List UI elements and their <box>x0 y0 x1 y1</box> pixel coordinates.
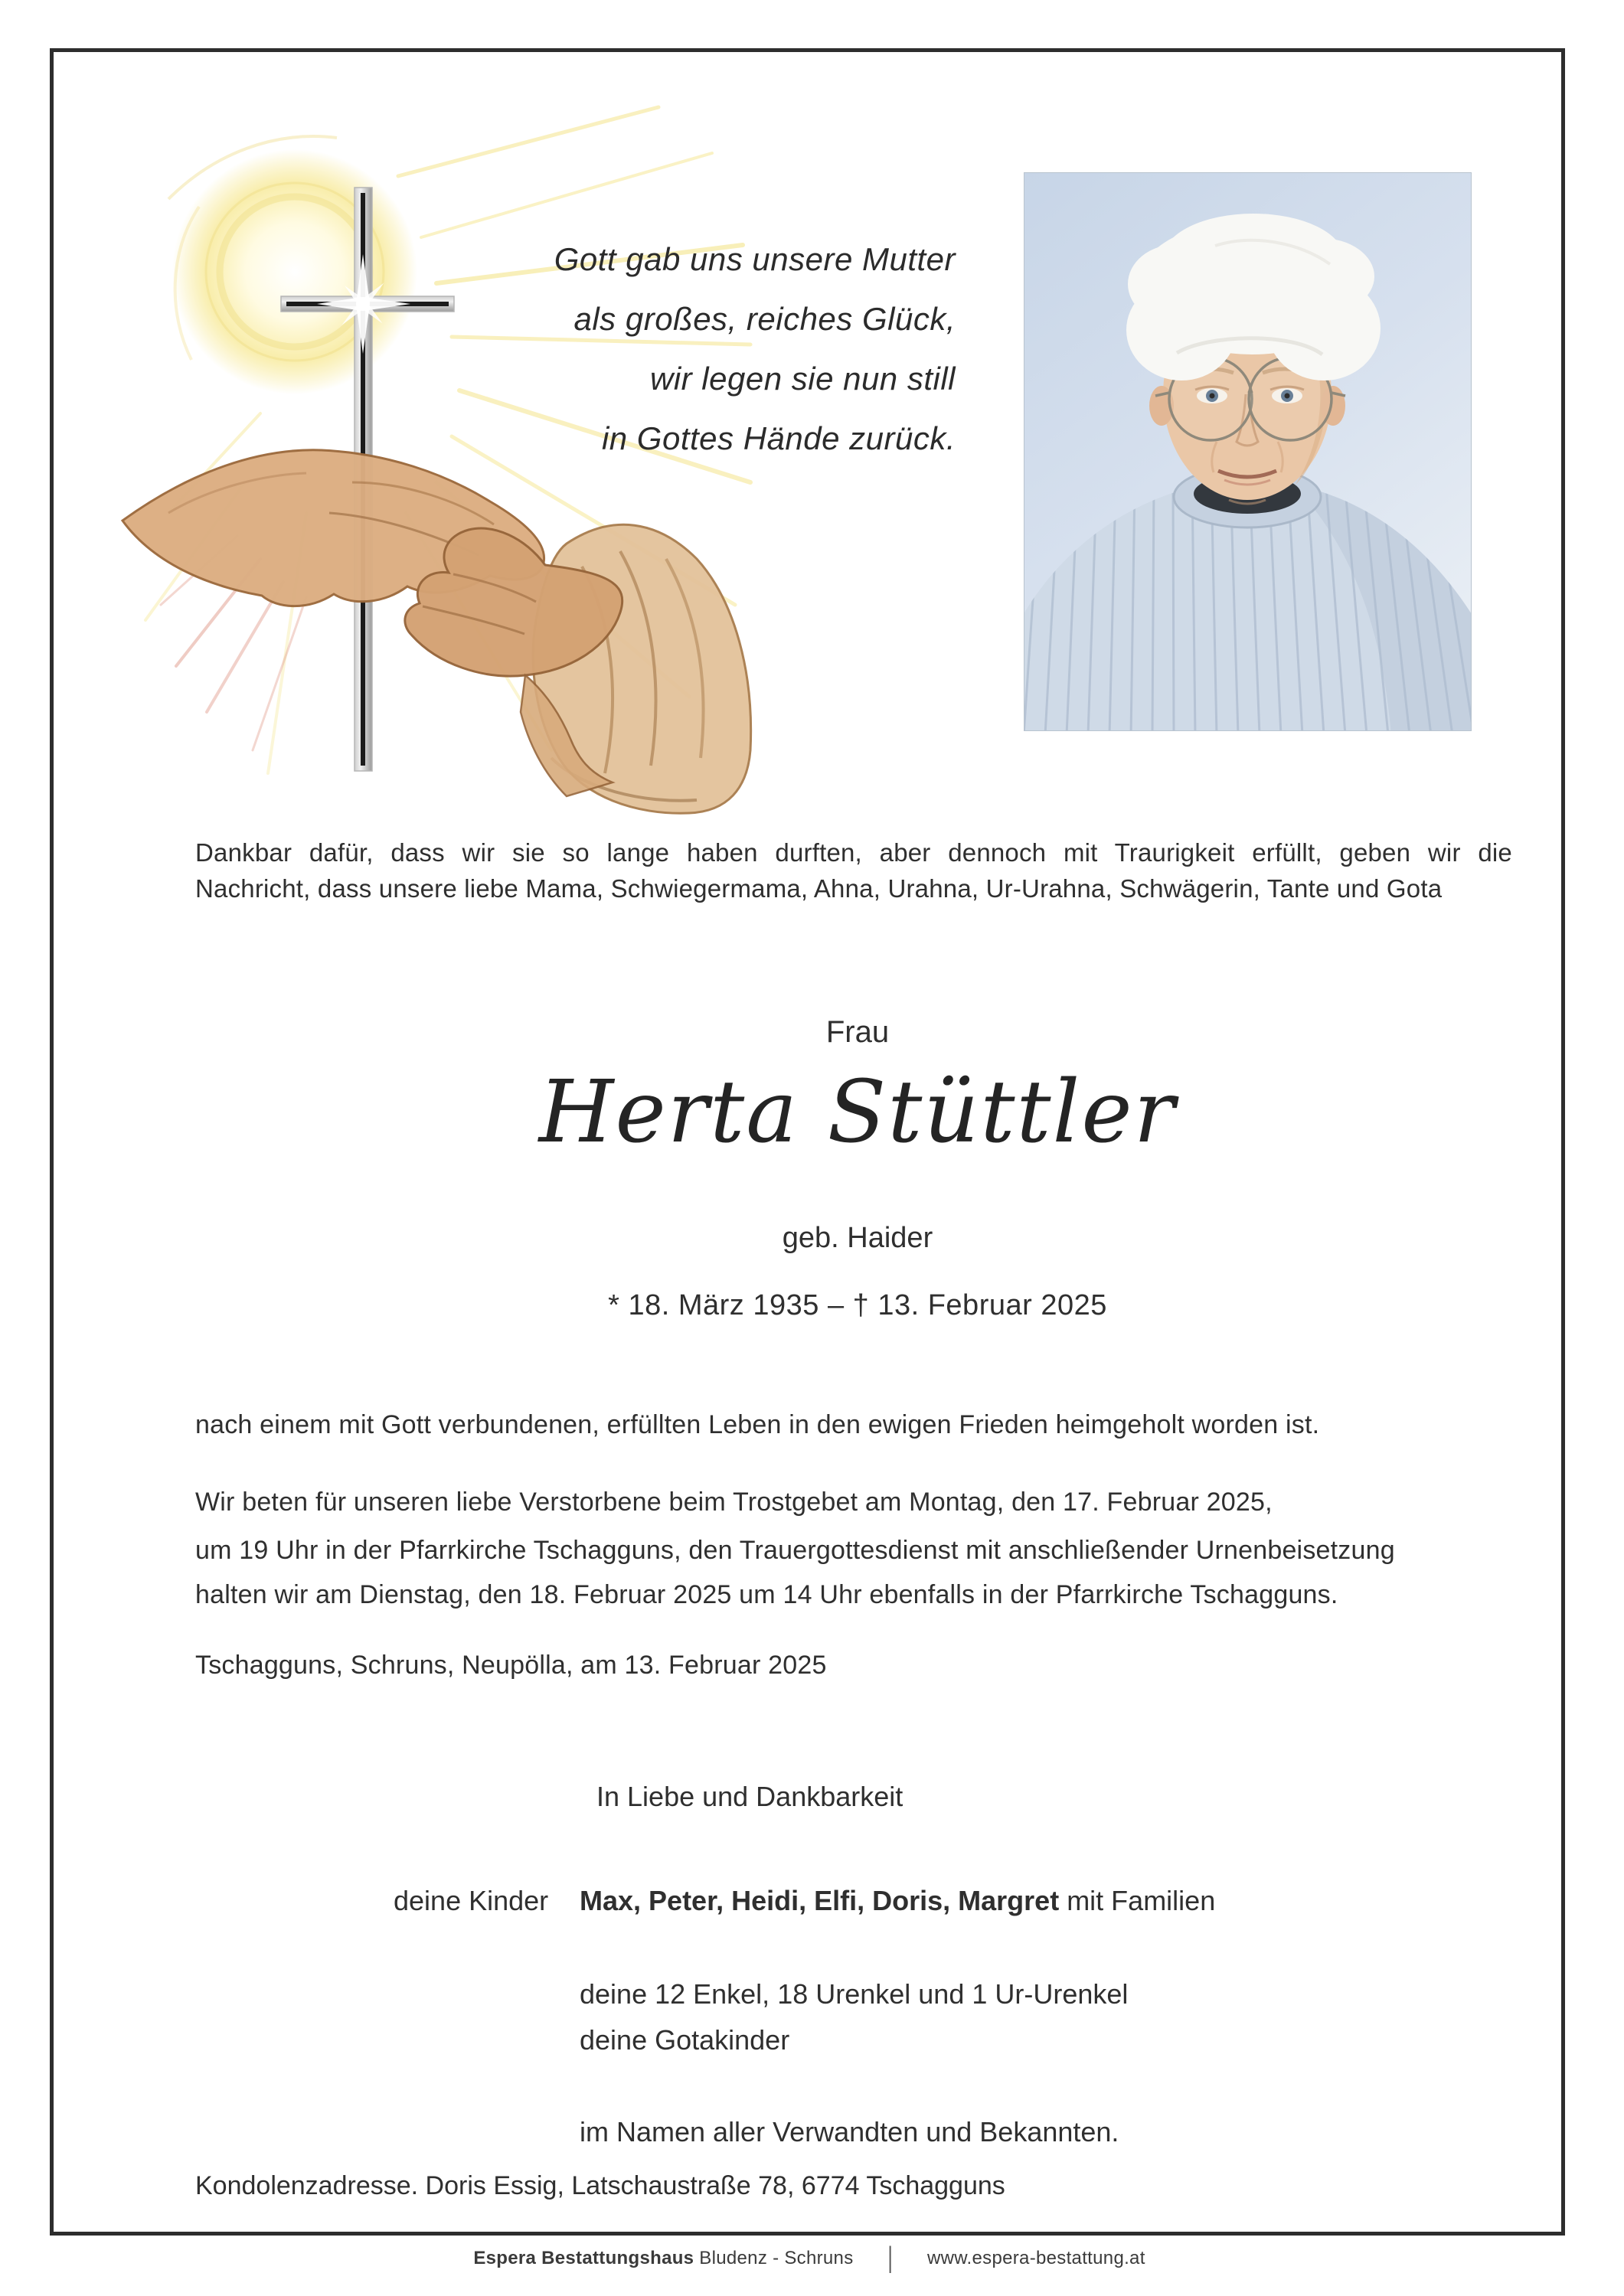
poem-line: wir legen sie nun still <box>649 361 956 397</box>
condolence-address: Kondolenzadresse. Doris Essig, Latschaustraße 78, 6774 Tschagguns <box>195 2171 1005 2200</box>
closing-phrase: In Liebe und Dankbarkeit <box>596 1781 903 1812</box>
family-children-line <box>580 1885 1215 1917</box>
poem-line: als großes, reiches Glück, <box>573 301 956 337</box>
family-label: deine Kinder <box>394 1885 549 1916</box>
clasped-hands <box>123 450 751 813</box>
service-line-2: um 19 Uhr in der Pfarrkirche Tschagguns, den Trauergottesdienst mit anschließender Urnenbeisetzung <box>195 1536 1395 1565</box>
family-in-name-of: im Namen aller Verwandten und Bekannten. <box>580 2116 1119 2147</box>
children-names: Max, Peter, Heidi, Elfi, Doris, Margret <box>580 1885 1060 1916</box>
passing-text: nach einem mit Gott verbundenen, erfüllten Leben in den ewigen Frieden heimgeholt worden ist. <box>195 1410 1320 1439</box>
funeral-home-footer <box>50 2241 1569 2275</box>
funeral-home-location: Bludenz - Schruns <box>699 2248 854 2268</box>
dateline: Tschagguns, Schruns, Neupölla, am 13. Februar 2025 <box>195 1651 827 1680</box>
service-line-1: Wir beten für unseren liebe Verstorbene beim Trostgebet am Montag, den 17. Februar 2025, <box>195 1488 1273 1517</box>
family-godchildren: deine Gotakinder <box>580 2024 790 2056</box>
salutation: Frau <box>825 1015 890 1049</box>
children-suffix: mit Familien <box>1059 1885 1216 1916</box>
family-grandchildren: deine 12 Enkel, 18 Urenkel und 1 Ur-Urenkel <box>580 1978 1129 2010</box>
announcement-line-2: Nachricht, dass unsere liebe Mama, Schwiegermama, Ahna, Urahna, Ur-Urahna, Schwägerin, Tante und Gota <box>195 874 1443 903</box>
portrait-photo <box>1024 172 1472 731</box>
poem-line: Gott gab uns unsere Mutter <box>554 241 956 277</box>
footer-divider: | <box>887 2241 894 2275</box>
memorial-poem <box>459 230 956 469</box>
funeral-home-brand: Espera Bestattungshaus <box>473 2248 694 2268</box>
announcement-paragraph <box>195 834 1512 906</box>
deceased-name: Herta Stüttler <box>538 1063 1177 1162</box>
announcement-line-1: Dankbar dafür, dass wir sie so lange haben durften, aber dennoch mit Traurigkeit erfüllt, geben wir die <box>195 838 1512 867</box>
service-line-3: halten wir am Dienstag, den 18. Februar 2025 um 14 Uhr ebenfalls in der Pfarrkirche Tschagguns. <box>195 1580 1338 1609</box>
funeral-home-website: www.espera-bestattung.at <box>926 2248 1145 2268</box>
poem-line: in Gottes Hände zurück. <box>601 420 956 456</box>
maiden-name: geb. Haider <box>782 1222 933 1254</box>
sun-glow-icon <box>168 136 417 394</box>
life-dates: * 18. März 1935 – † 13. Februar 2025 <box>608 1289 1107 1321</box>
